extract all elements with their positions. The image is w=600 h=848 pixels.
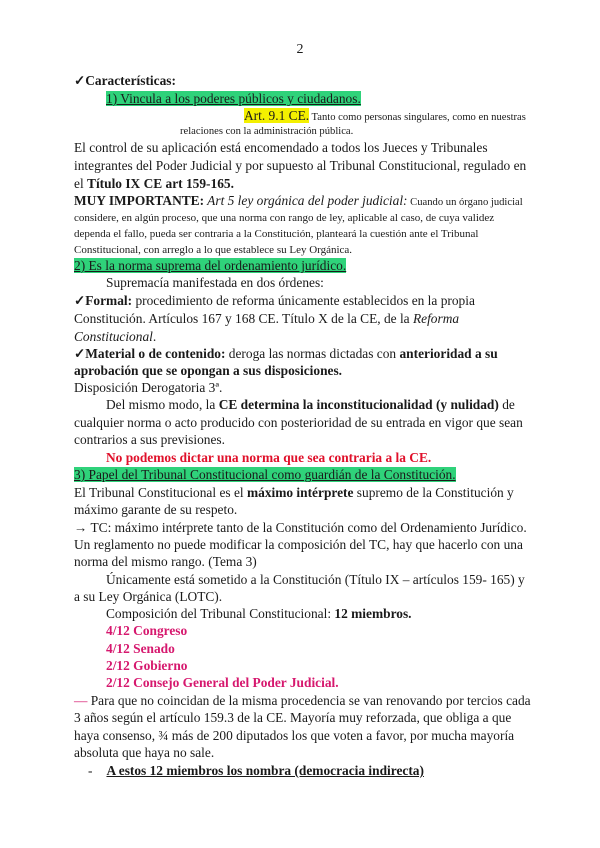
dash-icon: — bbox=[74, 693, 88, 708]
paragraph: contrarios a sus previsiones. bbox=[74, 432, 225, 447]
paragraph: absoluta que haya no sale. bbox=[74, 745, 215, 760]
check-icon: ✓ bbox=[74, 293, 86, 308]
paragraph: máximo garante de su respeto. bbox=[74, 502, 238, 517]
art-9-1-note-2: relaciones con la administración pública. bbox=[180, 126, 354, 137]
composition: Composición del Tribunal Constitucional: 12 miembros. bbox=[106, 606, 412, 621]
paragraph: el Título IX CE art 159-165. bbox=[74, 176, 234, 191]
paragraph: Disposición Derogatoria 3ª. bbox=[74, 380, 223, 395]
paragraph: — Para que no coincidan de la misma procedencia se van renovando por tercios cada bbox=[74, 693, 531, 708]
paragraph: aprobación que se opongan a sus disposiciones. bbox=[74, 363, 343, 378]
paragraph: Supremacía manifestada en dos órdenes: bbox=[106, 275, 324, 290]
member-gobierno: 2/12 Gobierno bbox=[106, 658, 188, 673]
material-item: ✓Material o de contenido: deroga las normas dictadas con anterioridad a su bbox=[74, 346, 498, 361]
bullet-dash-icon: - bbox=[88, 763, 93, 778]
formal-item: ✓Formal: procedimiento de reforma únicamente establecidos en la propia bbox=[74, 293, 475, 308]
paragraph: → TC: máximo intérprete tanto de la Constitución como del Ordenamiento Jurídico. bbox=[74, 520, 527, 535]
page-number: 2 bbox=[296, 42, 304, 57]
member-cgpj: 2/12 Consejo General del Poder Judicial. bbox=[106, 675, 339, 690]
check-icon: ✓ bbox=[74, 346, 86, 361]
paragraph: integrantes del Poder Judicial y por supuesto al Tribunal Constitucional, regulado en bbox=[74, 158, 527, 173]
characteristics-heading: ✓Características: bbox=[74, 73, 176, 88]
paragraph: Un reglamento no puede modificar la composición del TC, hay que hacerlo con una bbox=[74, 537, 523, 552]
art-9-1-note: Art. 9.1 CE. Tanto como personas singulares, como en nuestras bbox=[244, 108, 526, 123]
paragraph: El Tribunal Constitucional es el máximo intérprete supremo de la Constitución y bbox=[74, 485, 514, 500]
paragraph: cualquier norma o acto producido con posterioridad de su entrada en vigor que sean bbox=[74, 415, 523, 430]
important-note-line: considere, en algún proceso, que una norma con rango de ley, aplicable al caso, de cuya validez bbox=[74, 212, 495, 224]
member-senado: 4/12 Senado bbox=[106, 641, 175, 656]
final-bullet: - A estos 12 miembros los nombra (democracia indirecta) bbox=[88, 763, 424, 778]
paragraph: haya consenso, ¾ más de 200 diputados los que voten a favor, por mucha mayoría bbox=[74, 728, 515, 743]
red-warning: No podemos dictar una norma que sea contraria a la CE. bbox=[106, 450, 432, 465]
section-3-title: 3) Papel del Tribunal Constitucional como guardián de la Constitución. bbox=[74, 467, 456, 482]
paragraph: norma del mismo rango. (Tema 3) bbox=[74, 554, 257, 569]
section-2-title: 2) Es la norma suprema del ordenamiento jurídico. bbox=[74, 258, 347, 273]
important-note-line: Constitucional, con arreglo a lo que establece su Ley Orgánica. bbox=[74, 244, 353, 256]
paragraph: Del mismo modo, la CE determina la inconstitucionalidad (y nulidad) de bbox=[106, 397, 515, 412]
paragraph: Constitución. Artículos 167 y 168 CE. Título X de la CE, de la Reforma bbox=[74, 311, 460, 326]
check-icon: ✓ bbox=[74, 73, 86, 88]
member-congreso: 4/12 Congreso bbox=[106, 623, 188, 638]
paragraph: El control de su aplicación está encomendado a todos los Jueces y Tribunales bbox=[74, 140, 488, 155]
paragraph: a su Ley Orgánica (LOTC). bbox=[74, 589, 223, 604]
section-1-title: 1) Vincula a los poderes públicos y ciudadanos. bbox=[106, 91, 361, 106]
important-note: MUY IMPORTANTE: Art 5 ley orgánica del poder judicial: Cuando un órgano judicial bbox=[74, 193, 523, 208]
paragraph: 3 años según el artículo 159.3 de la CE. Mayoría muy reforzada, que obliga a que bbox=[74, 710, 512, 725]
important-note-line: dependa el fallo, pueda ser contraria a la Constitución, planteará la cuestión ante el Tribunal bbox=[74, 228, 479, 240]
paragraph: Únicamente está sometido a la Constitución (Título IX – artículos 159- 165) y bbox=[106, 572, 525, 587]
paragraph: Constitucional. bbox=[74, 329, 157, 344]
